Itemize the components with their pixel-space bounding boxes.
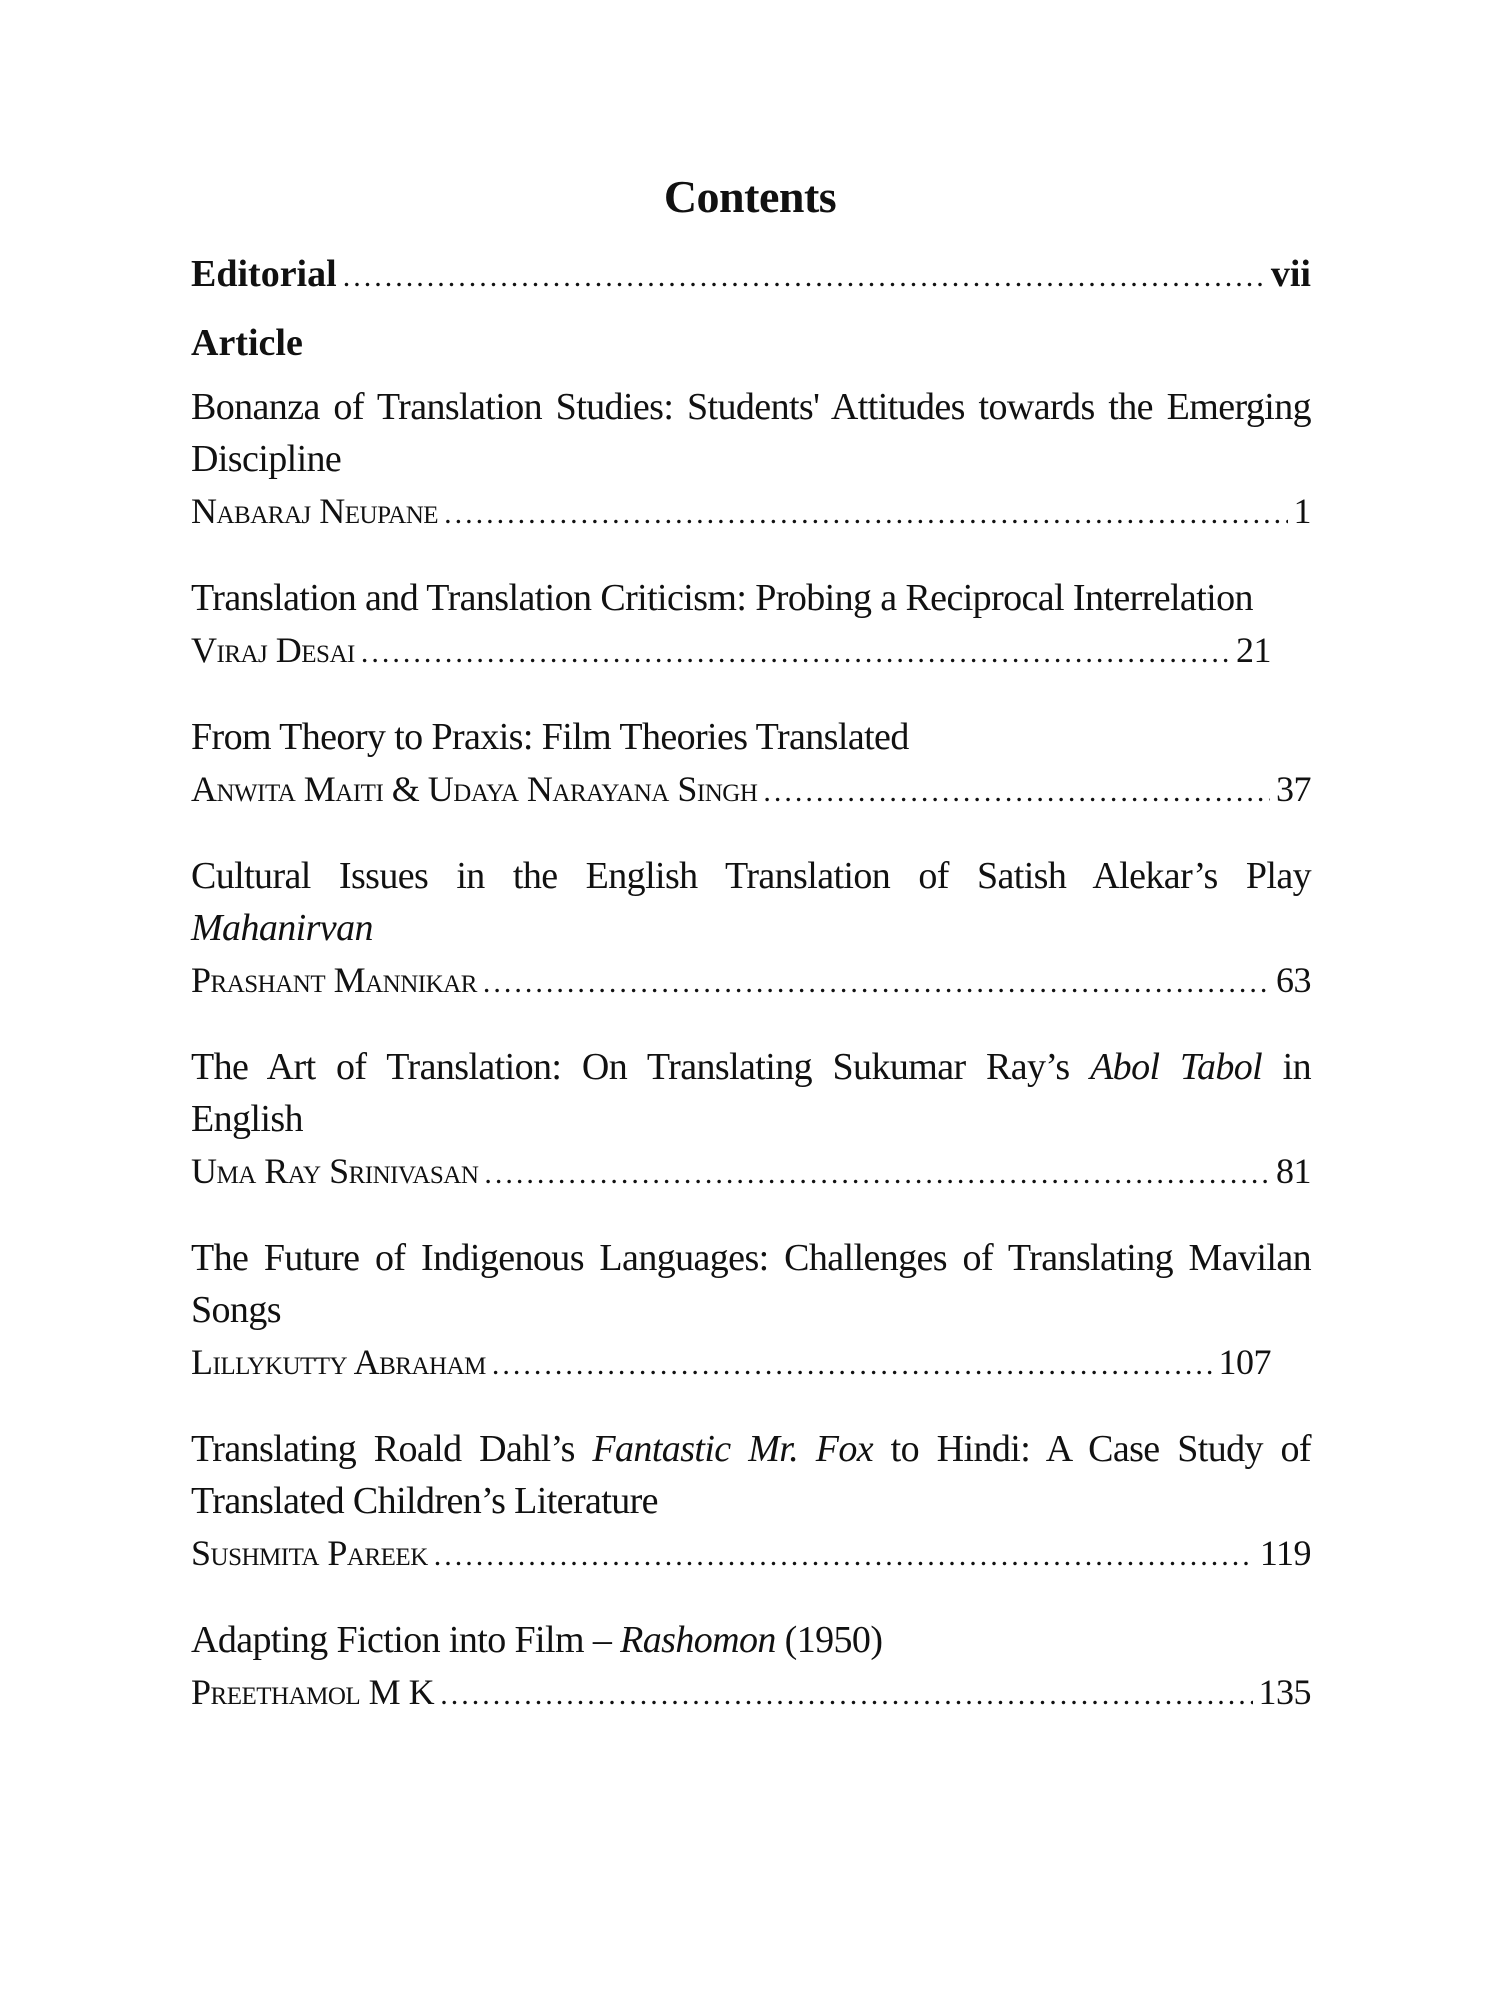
entry-author-line [191,1527,1311,1582]
entry-title: The Future of Indigenous Languages: Challenges of Translating Mavilan Songs [191,1237,1311,1331]
toc-entry[interactable] [191,572,1311,679]
toc-entry[interactable] [191,711,1311,818]
toc-entry[interactable] [191,1614,1311,1721]
leader-dots [484,1148,1270,1200]
entry-title: Bonanza of Translation Studies: Students' Attitudes towards the Emerging Discipline [191,386,1311,480]
entry-author-line [191,763,1311,818]
entry-page: 107 [1218,1342,1271,1382]
entry-author: Uma Ray Srinivasan [191,1151,479,1191]
entry-title: Adapting Fiction into Film – Rashomon (1950) [191,1619,883,1661]
entry-page: 63 [1276,960,1311,1000]
entry-title: Translating Roald Dahl’s Fantastic Mr. Fox to Hindi: A Case Study of Translated Children’s Literature [191,1428,1311,1522]
leader-dots [361,627,1230,679]
entry-title: From Theory to Praxis: Film Theories Translated [191,716,909,758]
entry-author-line [191,954,1311,1009]
entry-title: Translation and Translation Criticism: Probing a Reciprocal Interrelation [191,577,1253,619]
entry-author-line [191,1145,1311,1200]
leader-dots [444,488,1287,540]
entry-page: 1 [1293,491,1311,531]
entry-title: Cultural Issues in the English Translation of Satish Alekar’s Play Mahanirvan [191,855,1311,949]
toc-entry[interactable] [191,1041,1311,1200]
entry-page: 81 [1276,1151,1311,1191]
entry-author-line [191,624,1311,679]
toc-entry[interactable] [191,1232,1311,1391]
leader-dots [343,251,1265,303]
toc-entry[interactable] [191,850,1311,1009]
toc-editorial[interactable] [191,248,1311,303]
entry-page: 21 [1236,630,1271,670]
entry-author: Nabaraj Neupane [191,491,439,531]
entry-title: The Art of Translation: On Translating Sukumar Ray’s Abol Tabol in English [191,1046,1311,1140]
entry-author-line [191,485,1311,540]
editorial-label: Editorial [191,253,337,295]
toc-entry[interactable] [191,1423,1311,1582]
page-title: Contents [663,171,837,222]
entry-author: Anwita Maiti & Udaya Narayana Singh [191,769,758,809]
entry-author: Prashant Mannikar [191,960,477,1000]
entry-author: Viraj Desai [191,630,355,670]
entry-page: 135 [1258,1672,1311,1712]
leader-dots [492,1339,1213,1391]
leader-dots [434,1530,1254,1582]
editorial-page: vii [1270,253,1311,295]
entry-page: 119 [1259,1533,1311,1573]
leader-dots [763,766,1270,818]
leader-dots [440,1669,1252,1721]
entry-author-line [191,1666,1311,1721]
entry-author: Lillykutty Abraham [191,1342,486,1382]
toc-entry[interactable] [191,381,1311,540]
section-heading-article: Article [191,322,303,364]
leader-dots [483,957,1270,1009]
entry-author: Preethamol M K [191,1672,435,1712]
entry-author-line [191,1336,1311,1391]
entry-author: Sushmita Pareek [191,1533,428,1573]
toc-list [191,248,1311,1721]
entry-page: 37 [1276,769,1311,809]
